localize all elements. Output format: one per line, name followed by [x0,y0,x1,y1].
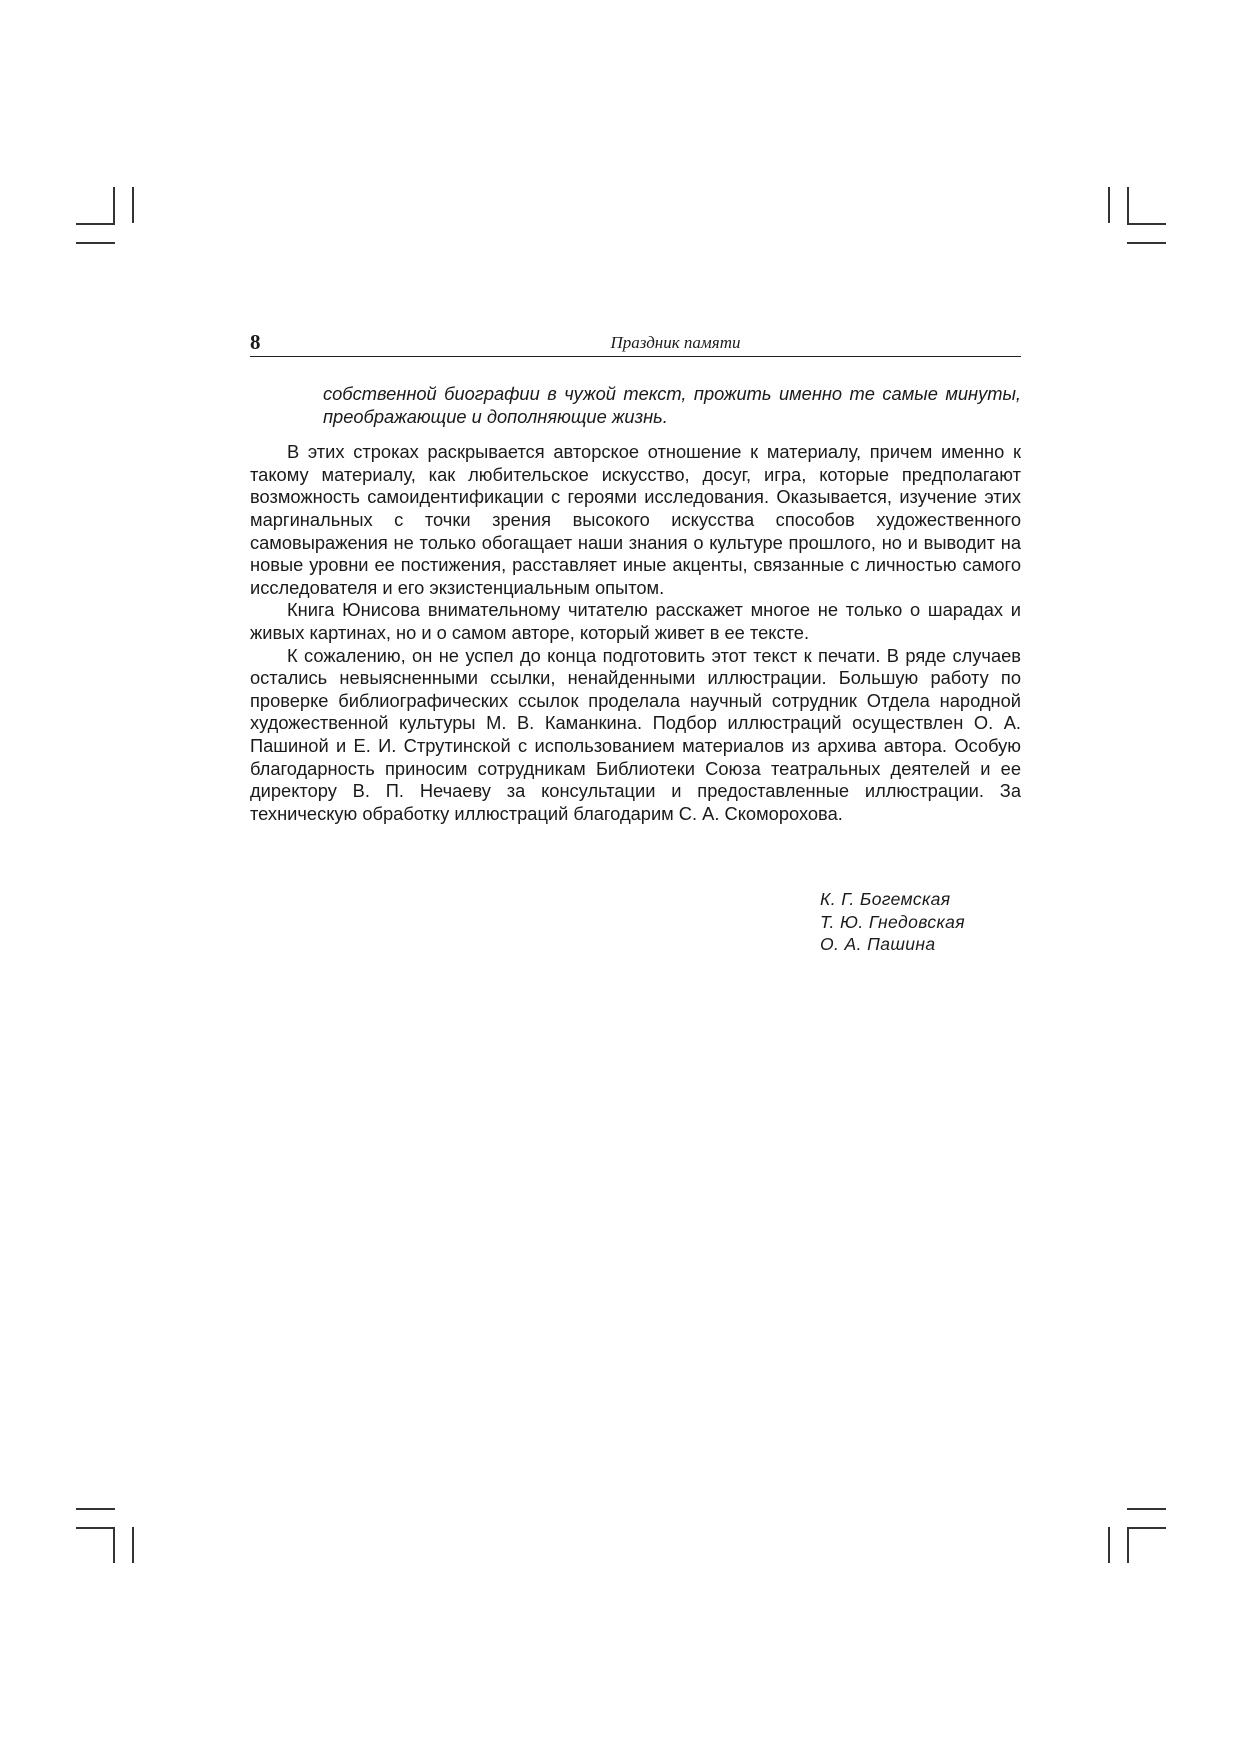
crop-mark-top-left-h1 [76,223,115,225]
crop-mark-bottom-right-h1 [1127,1508,1166,1510]
crop-mark-top-left-h2 [76,242,115,244]
crop-mark-bottom-right-v1 [1108,1527,1110,1563]
crop-mark-top-right-v1 [1108,187,1110,223]
crop-mark-bottom-left-v2 [132,1527,134,1563]
paragraph: К сожалению, он не успел до конца подготовить этот текст к печати. В ряде случаев остались невыясненными ссылки, ненайденными иллюстрации. Большую работу по проверке библиографических ссылок проделала научный сотрудник Отдела народной художественной культуры М. В. Каманкина. Подбор иллюстраций осуществлен О. А. Пашиной и Е. И. Струтинской с использованием материалов из архива автора. Особую благодарность приносим сотрудникам Библиотеки Союза театральных деятелей и ее директору В. П. Нечаеву за консультации и предоставленные иллюстрации. За техническую обработку иллюстраций благодарим С. А. Скоморохова. [250,644,1021,824]
crop-mark-bottom-left-v1 [113,1527,115,1563]
paragraph: Книга Юнисова внимательному читателю расскажет многое не только о шарадах и живых картинах, но и о самом авторе, который живет в ее тексте. [250,599,1021,643]
crop-mark-bottom-right-v2 [1127,1527,1129,1563]
signature-author: Т. Ю. Гнедовская [820,911,966,932]
body-text [250,383,1021,825]
crop-mark-bottom-right-h2 [1127,1527,1166,1529]
crop-mark-top-right-h1 [1127,223,1166,225]
crop-mark-top-right-v2 [1127,187,1129,223]
quote-continuation: собственной биографии в чужой текст, прожить именно те самые минуты, преображающие и дополняющие жизнь. [323,383,1021,427]
crop-mark-top-left-v1 [113,187,115,223]
crop-mark-bottom-left-h1 [76,1508,115,1510]
paragraph: В этих строках раскрывается авторское отношение к материалу, причем именно к такому материалу, как любительское искусство, досуг, игра, которые предполагают возможность самоидентификации с героями исследования. Оказывается, изучение этих маргинальных с точки зрения высокого искусства способов художественного самовыражения не только обогащает наши знания о культуре прошлого, но и выводит на новые уровни ее постижения, расставляет иные акценты, связанные с личностью самого исследователя и его экзистенциальным опытом. [250,441,1021,598]
signatures [820,888,965,956]
page-number: 8 [250,330,261,354]
crop-mark-top-right-h2 [1127,242,1166,244]
crop-mark-bottom-left-h2 [76,1527,115,1529]
signature-author: К. Г. Богемская [820,889,951,909]
running-title: Праздник памяти [610,333,741,352]
crop-mark-top-left-v2 [132,187,134,223]
signature-author: О. А. Пашина [820,934,936,954]
running-header [250,330,1021,357]
